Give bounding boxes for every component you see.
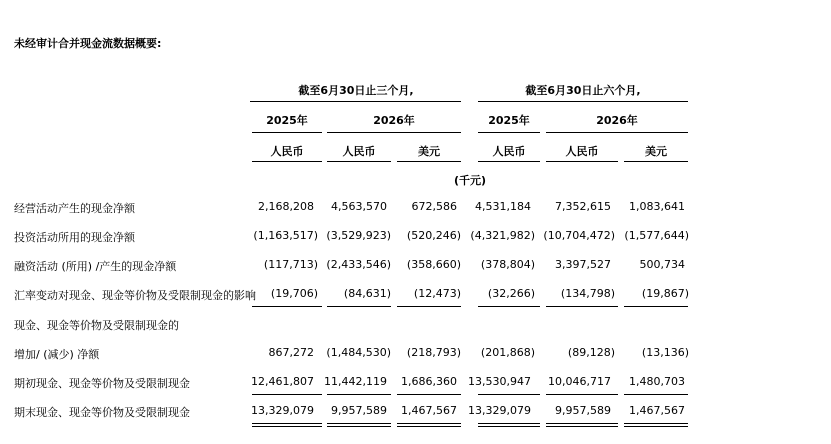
table-cell: (84,631) [343,287,391,300]
subtotal-line [397,394,461,395]
row-label-operating: 经营活动产生的现金净额 [14,202,135,215]
table-cell: 500,734 [639,258,685,271]
subtotal-line [546,306,618,307]
table-cell: 1,467,567 [629,404,685,417]
currency-header: 人民币 [270,145,304,158]
row-label-fx-effect: 汇率变动对现金、现金等价物及受限制现金的影响 [14,289,256,302]
currency-underline [624,161,688,162]
table-cell: 867,272 [268,346,314,359]
table-cell: 11,442,119 [324,375,387,388]
table-cell: 1,480,703 [629,375,685,388]
table-cell: 3,397,527 [555,258,611,271]
subtotal-line [624,306,688,307]
subtotal-line [397,306,461,307]
year-underline [478,132,540,133]
period-header-three-months: 截至6月30日止三个月, [298,84,414,97]
total-double-line [327,426,391,427]
period-header-six-months: 截至6月30日止六个月, [525,84,641,97]
table-cell: (32,266) [487,287,535,300]
table-cell: (378,804) [480,258,535,271]
total-double-line [252,426,322,427]
table-cell: 13,329,079 [468,404,531,417]
currency-header: 人民币 [342,145,376,158]
currency-underline [252,161,322,162]
total-double-line [546,423,618,424]
total-double-line [252,423,322,424]
table-cell: 1,467,567 [401,404,457,417]
subtotal-line [478,306,540,307]
currency-header: 人民币 [565,145,599,158]
year-header: 2025年 [488,114,530,127]
table-cell: (19,867) [641,287,689,300]
table-cell: 4,531,184 [475,200,531,213]
table-cell: (520,246) [406,229,461,242]
table-cell: (89,128) [567,346,615,359]
total-double-line [327,423,391,424]
currency-underline [478,161,540,162]
total-double-line [546,426,618,427]
table-cell: (1,577,644) [624,229,689,242]
currency-header: 美元 [645,145,667,158]
year-underline [327,132,461,133]
subtotal-line [478,394,540,395]
currency-header: 人民币 [492,145,526,158]
row-label-net-change: 增加/ (减少) 净额 [14,348,100,361]
subtotal-line [252,306,322,307]
table-cell: (12,473) [413,287,461,300]
currency-underline [397,161,461,162]
total-double-line [478,423,540,424]
row-label-ending: 期末现金、现金等价物及受限制现金 [14,406,190,419]
table-cell: 4,563,570 [331,200,387,213]
unit-label: (千元) [453,174,487,187]
table-cell: (1,163,517) [253,229,318,242]
currency-header: 美元 [418,145,440,158]
subtotal-line [327,394,391,395]
table-cell: (4,321,982) [470,229,535,242]
currency-underline [546,161,618,162]
year-underline [252,132,322,133]
table-cell: 10,046,717 [548,375,611,388]
table-cell: (19,706) [270,287,318,300]
table-cell: (3,529,923) [326,229,391,242]
subtotal-line [624,394,688,395]
year-header: 2026年 [596,114,638,127]
table-cell: (10,704,472) [543,229,615,242]
table-cell: 7,352,615 [555,200,611,213]
total-double-line [478,426,540,427]
table-cell: 13,530,947 [468,375,531,388]
subtotal-line [252,394,322,395]
period-underline [250,101,461,102]
year-header: 2026年 [373,114,415,127]
table-cell: (201,868) [480,346,535,359]
row-label-change-heading: 现金、现金等价物及受限制现金的 [14,319,179,332]
currency-underline [327,161,391,162]
period-underline [478,101,688,102]
table-cell: (2,433,546) [326,258,391,271]
row-label-investing: 投资活动所用的现金净额 [14,231,135,244]
total-double-line [397,426,461,427]
table-cell: (13,136) [641,346,689,359]
table-cell: (1,484,530) [326,346,391,359]
total-double-line [624,426,688,427]
row-label-beginning: 期初现金、现金等价物及受限制现金 [14,377,190,390]
total-double-line [624,423,688,424]
table-cell: 1,083,641 [629,200,685,213]
subtotal-line [546,394,618,395]
table-cell: 9,957,589 [331,404,387,417]
subtotal-line [327,306,391,307]
table-cell: (218,793) [406,346,461,359]
table-cell: (117,713) [263,258,318,271]
table-cell: 9,957,589 [555,404,611,417]
year-underline [546,132,688,133]
table-cell: (134,798) [560,287,615,300]
table-cell: 13,329,079 [251,404,314,417]
year-header: 2025年 [266,114,308,127]
table-cell: 12,461,807 [251,375,314,388]
table-cell: 672,586 [411,200,457,213]
table-cell: (358,660) [406,258,461,271]
table-title: 未经审计合并现金流数据概要: [14,37,162,50]
total-double-line [397,423,461,424]
row-label-financing: 融资活动 (所用) /产生的现金净额 [14,260,177,273]
table-cell: 1,686,360 [401,375,457,388]
table-cell: 2,168,208 [258,200,314,213]
